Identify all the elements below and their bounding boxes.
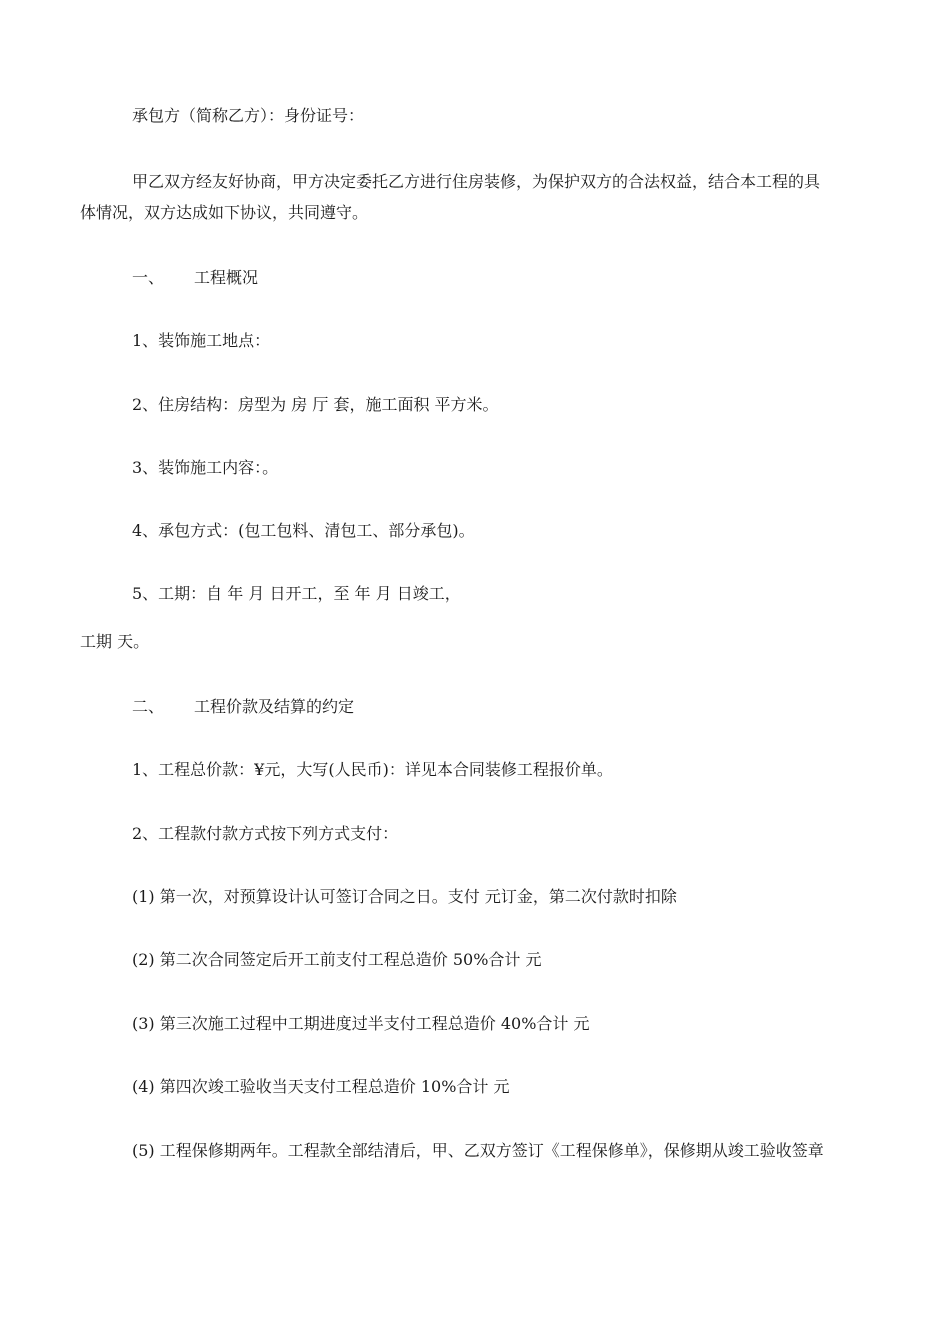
section-1-item-4: 4、承包方式：(包工包料、清包工、部分承包)。 <box>132 521 475 540</box>
payment-item-5: (5) 工程保修期两年。工程款全部结清后，甲、乙双方签订《工程保修单》，保修期从竣工验收签章 <box>132 1141 824 1160</box>
section-1-item-1: 1、装饰施工地点： <box>132 331 271 350</box>
section-1-heading <box>132 268 258 288</box>
section-1-number: 一、 <box>132 268 165 287</box>
intro-line-2: 体情况，双方达成如下协议，共同遵守。 <box>80 203 369 222</box>
contractor-line: 承包方（简称乙方）：身份证号： <box>132 106 365 125</box>
payment-item-4: (4) 第四次竣工验收当天支付工程总造价 10%合计 元 <box>132 1077 510 1096</box>
payment-item-2: (2) 第二次合同签定后开工前支付工程总造价 50%合计 元 <box>132 950 542 969</box>
section-1-item-5: 5、工期：自 年 月 日开工，至 年 月 日竣工， <box>132 584 461 603</box>
section-2-heading <box>132 697 354 717</box>
section-2-title: 工程价款及结算的约定 <box>194 697 355 716</box>
section-2-item-2: 2、工程款付款方式按下列方式支付： <box>132 824 399 843</box>
payment-item-1: (1) 第一次，对预算设计认可签订合同之日。支付 元订金，第二次付款时扣除 <box>132 887 677 906</box>
section-1-title: 工程概况 <box>194 268 259 287</box>
payment-item-3: (3) 第三次施工过程中工期进度过半支付工程总造价 40%合计 元 <box>132 1014 590 1033</box>
section-1-item-2: 2、住房结构：房型为 房 厅 套，施工面积 平方米。 <box>132 395 499 414</box>
section-1-item-3: 3、装饰施工内容：。 <box>132 458 279 477</box>
section-2-item-1: 1、工程总价款：¥元，大写(人民币)：详见本合同装修工程报价单。 <box>132 760 613 779</box>
intro-line-1: 甲乙双方经友好协商，甲方决定委托乙方进行住房装修，为保护双方的合法权益，结合本工程的具 <box>132 172 821 191</box>
section-1-item-5-continuation: 工期 天。 <box>80 632 150 651</box>
section-2-number: 二、 <box>132 697 165 716</box>
